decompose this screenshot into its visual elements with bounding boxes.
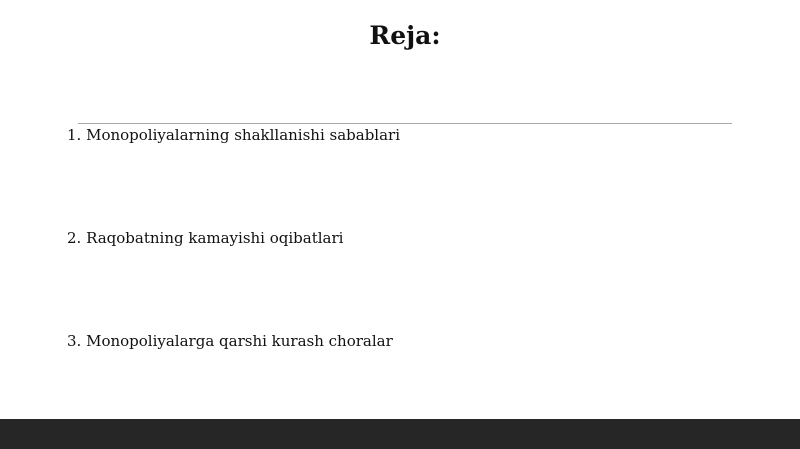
title-divider xyxy=(78,123,732,124)
slide-title: Reja: xyxy=(369,21,441,50)
plan-item: 3. Monopoliyalarga qarshi kurash choralar xyxy=(67,332,393,350)
bottom-bar xyxy=(0,419,800,449)
plan-item: 1. Monopoliyalarning shakllanishi sabablari xyxy=(67,126,401,144)
plan-item: 2. Raqobatning kamayishi oqibatlari xyxy=(67,229,344,247)
